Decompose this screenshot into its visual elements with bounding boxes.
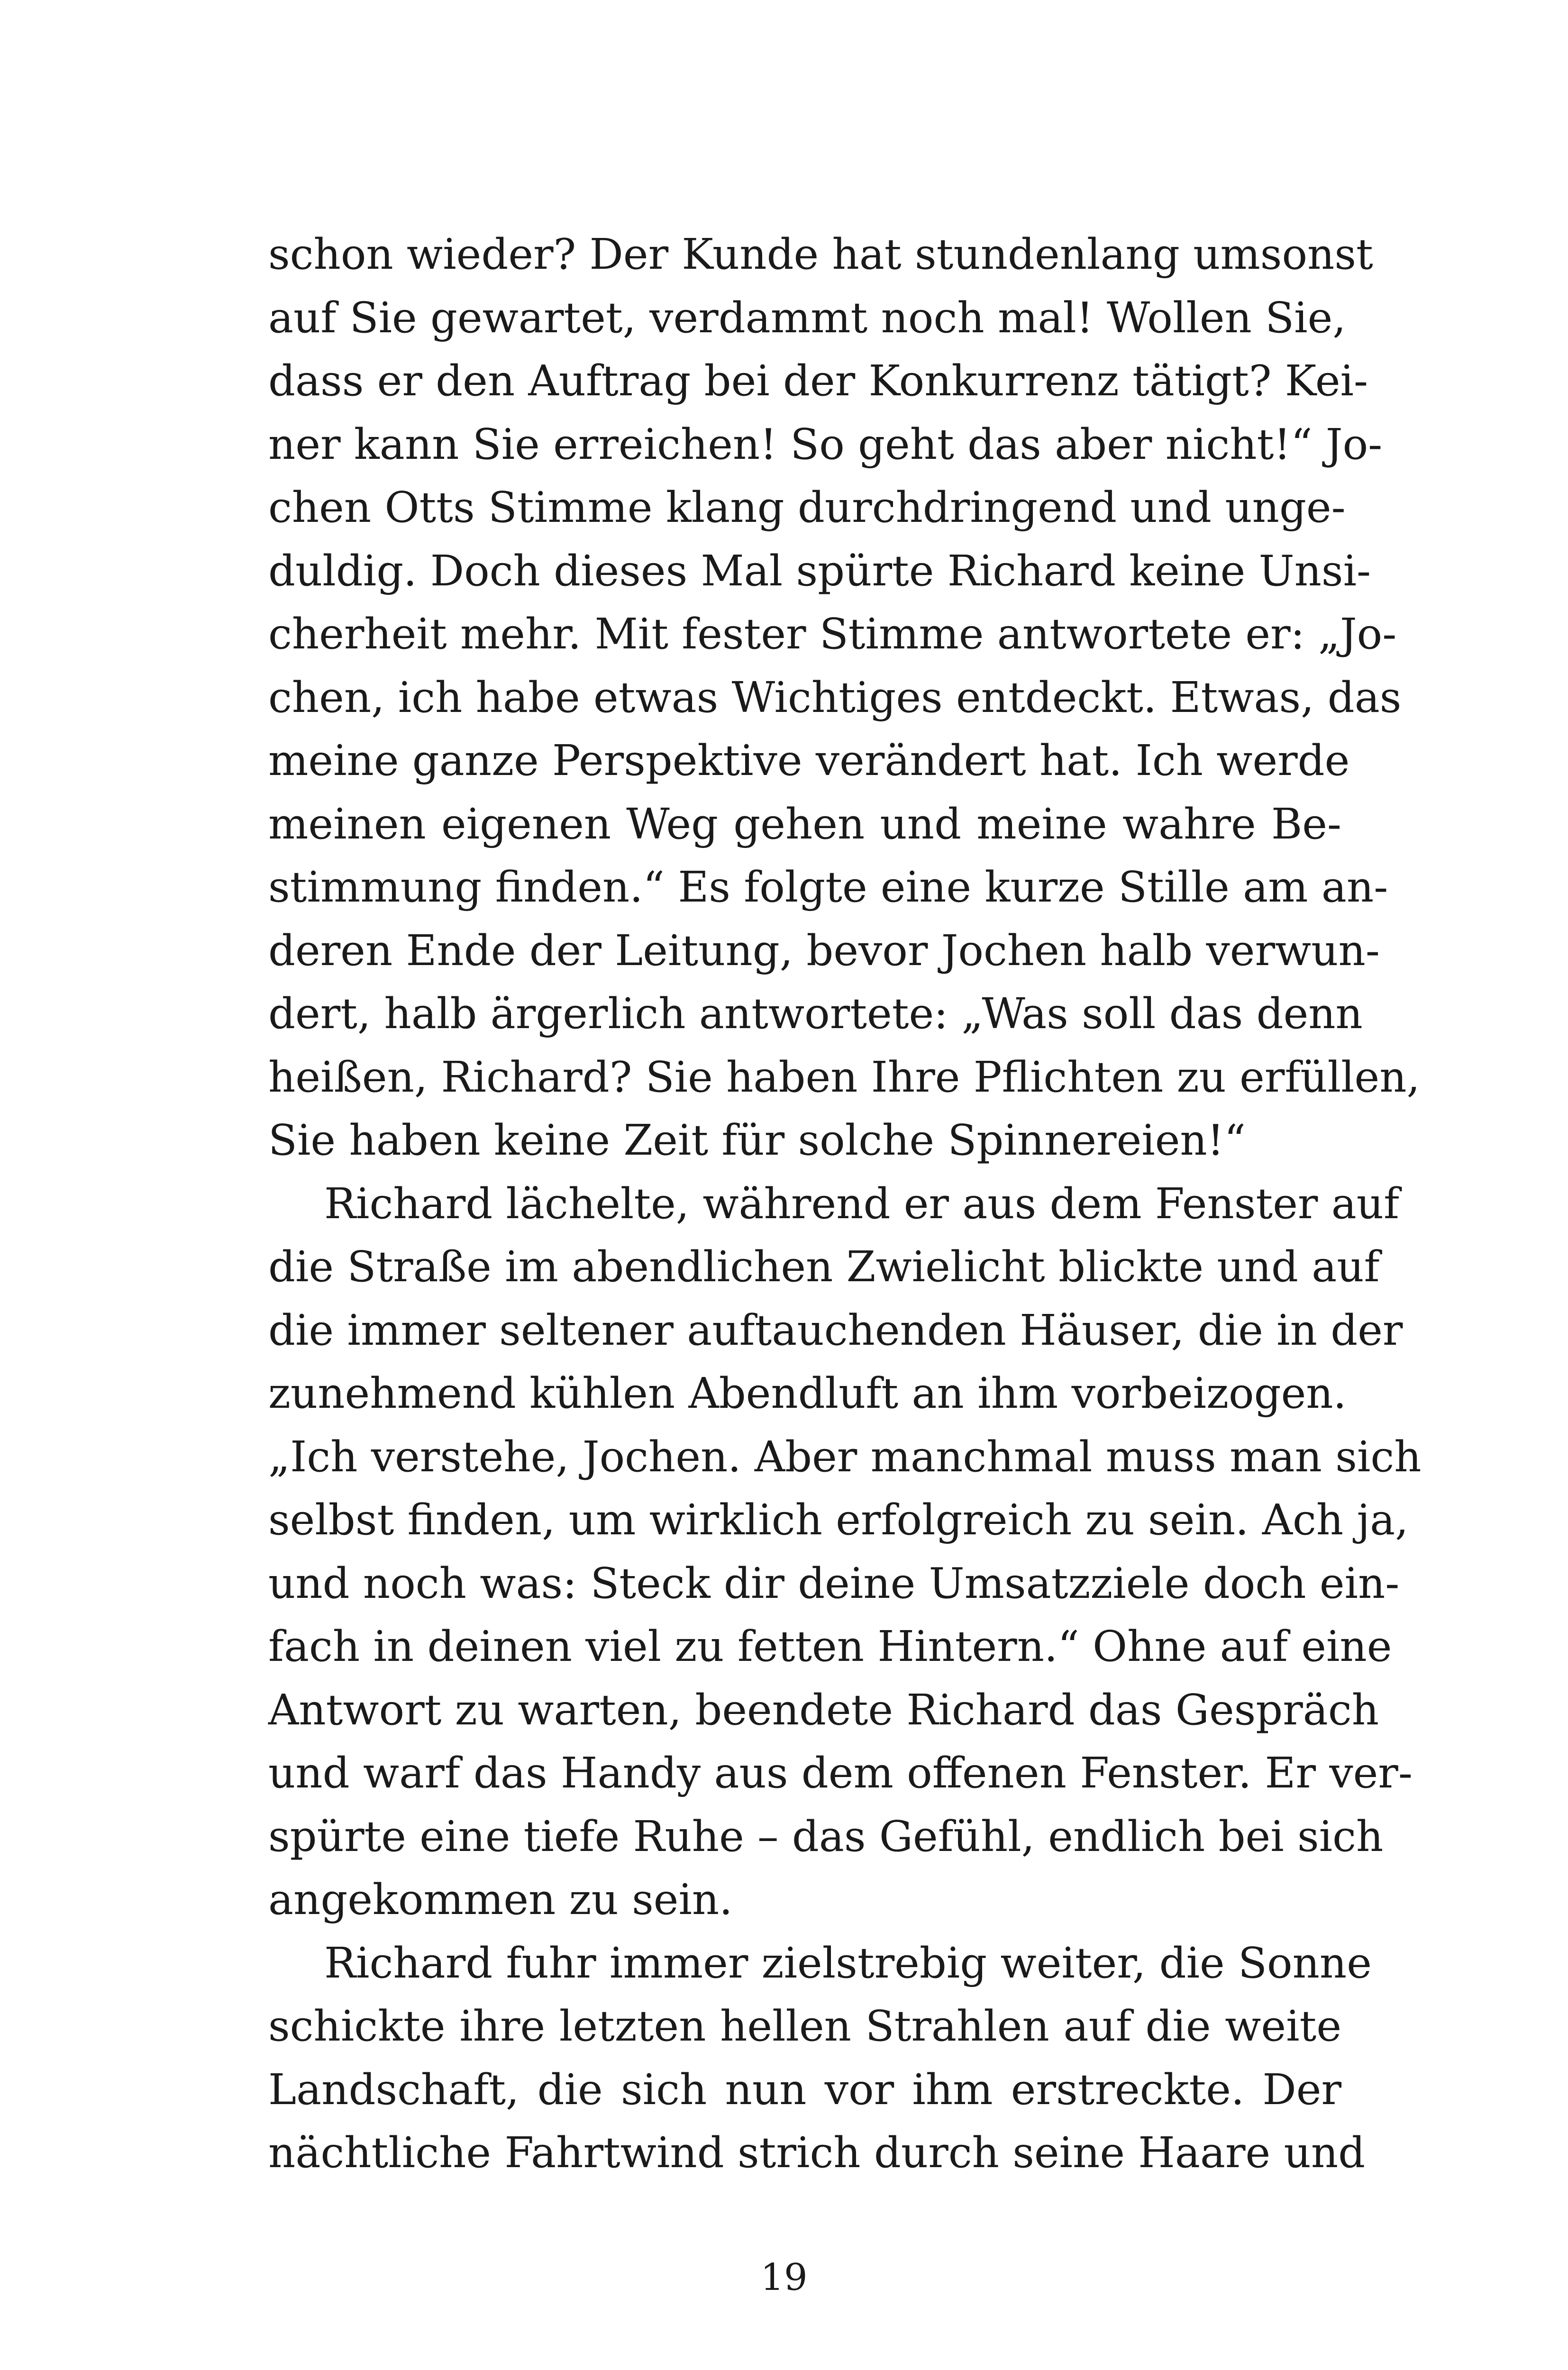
paragraph-end-line: Sie haben keine Zeit für solche Spinnereien!“ (268, 1115, 1246, 1165)
text-line: stimmung finden.“ Es folgte eine kurze Stille am an- (268, 862, 1388, 912)
text-line: spürte eine tiefe Ruhe – das Gefühl, endlich bei sich (268, 1811, 1384, 1861)
text-line: cherheit mehr. Mit fester Stimme antwortete er: „Jo- (268, 609, 1397, 658)
text-line: meine ganze Perspektive verändert hat. Ich werde (268, 736, 1350, 785)
text-line: Landschaft, die sich nun vor ihm erstreckte. Der (268, 2064, 1341, 2114)
text-line: auf Sie gewartet, verdammt noch mal! Wollen Sie, (268, 292, 1346, 342)
text-line: chen, ich habe etwas Wichtiges entdeckt. Etwas, das (268, 672, 1402, 722)
text-line: chen Otts Stimme klang durchdringend und unge- (268, 483, 1346, 532)
text-line: „Ich verstehe, Jochen. Aber manchmal muss man sich (268, 1431, 1422, 1481)
text-line: fach in deinen viel zu fetten Hintern.“ Ohne auf eine (268, 1622, 1392, 1671)
text-line: zunehmend kühlen Abendluft an ihm vorbeizogen. (268, 1368, 1347, 1418)
text-line: Antwort zu warten, beendete Richard das Gespräch (268, 1685, 1379, 1734)
text-line: duldig. Doch dieses Mal spürte Richard keine Unsi- (268, 546, 1371, 595)
text-line: selbst finden, um wirklich erfolgreich zu sein. Ach ja, (268, 1495, 1409, 1544)
paragraph-end-line: angekommen zu sein. (268, 1875, 733, 1924)
text-line: und noch was: Steck dir deine Umsatzziele doch ein- (268, 1558, 1400, 1608)
text-line: die immer seltener auftauchenden Häuser, die in der (268, 1305, 1403, 1355)
text-line: heißen, Richard? Sie haben Ihre Pflichten zu erfüllen, (268, 1052, 1420, 1102)
page-number: 19 (760, 2256, 808, 2299)
body-text (268, 223, 1422, 2185)
text-line: dert, halb ärgerlich antwortete: „Was soll das denn (268, 989, 1363, 1038)
text-line: schickte ihre letzten hellen Strahlen auf die weite (268, 2001, 1341, 2051)
paragraph-start-line: Richard fuhr immer zielstrebig weiter, die Sonne (324, 1938, 1372, 1987)
text-line: ner kann Sie erreichen! So geht das aber nicht!“ Jo- (268, 419, 1383, 469)
text-line: und warf das Handy aus dem offenen Fenster. Er ver- (268, 1748, 1413, 1797)
text-line: schon wieder? Der Kunde hat stundenlang umsonst (268, 229, 1373, 279)
text-line: meinen eigenen Weg gehen und meine wahre Be- (268, 799, 1341, 848)
text-line: nächtliche Fahrtwind strich durch seine Haare und (268, 2128, 1366, 2177)
paragraph-start-line: Richard lächelte, während er aus dem Fenster auf (324, 1178, 1400, 1228)
text-line: deren Ende der Leitung, bevor Jochen halb verwun- (268, 925, 1380, 975)
text-line: dass er den Auftrag bei der Konkurrenz tätigt? Kei- (268, 356, 1368, 405)
text-line: die Straße im abendlichen Zwielicht blickte und auf (268, 1242, 1380, 1291)
